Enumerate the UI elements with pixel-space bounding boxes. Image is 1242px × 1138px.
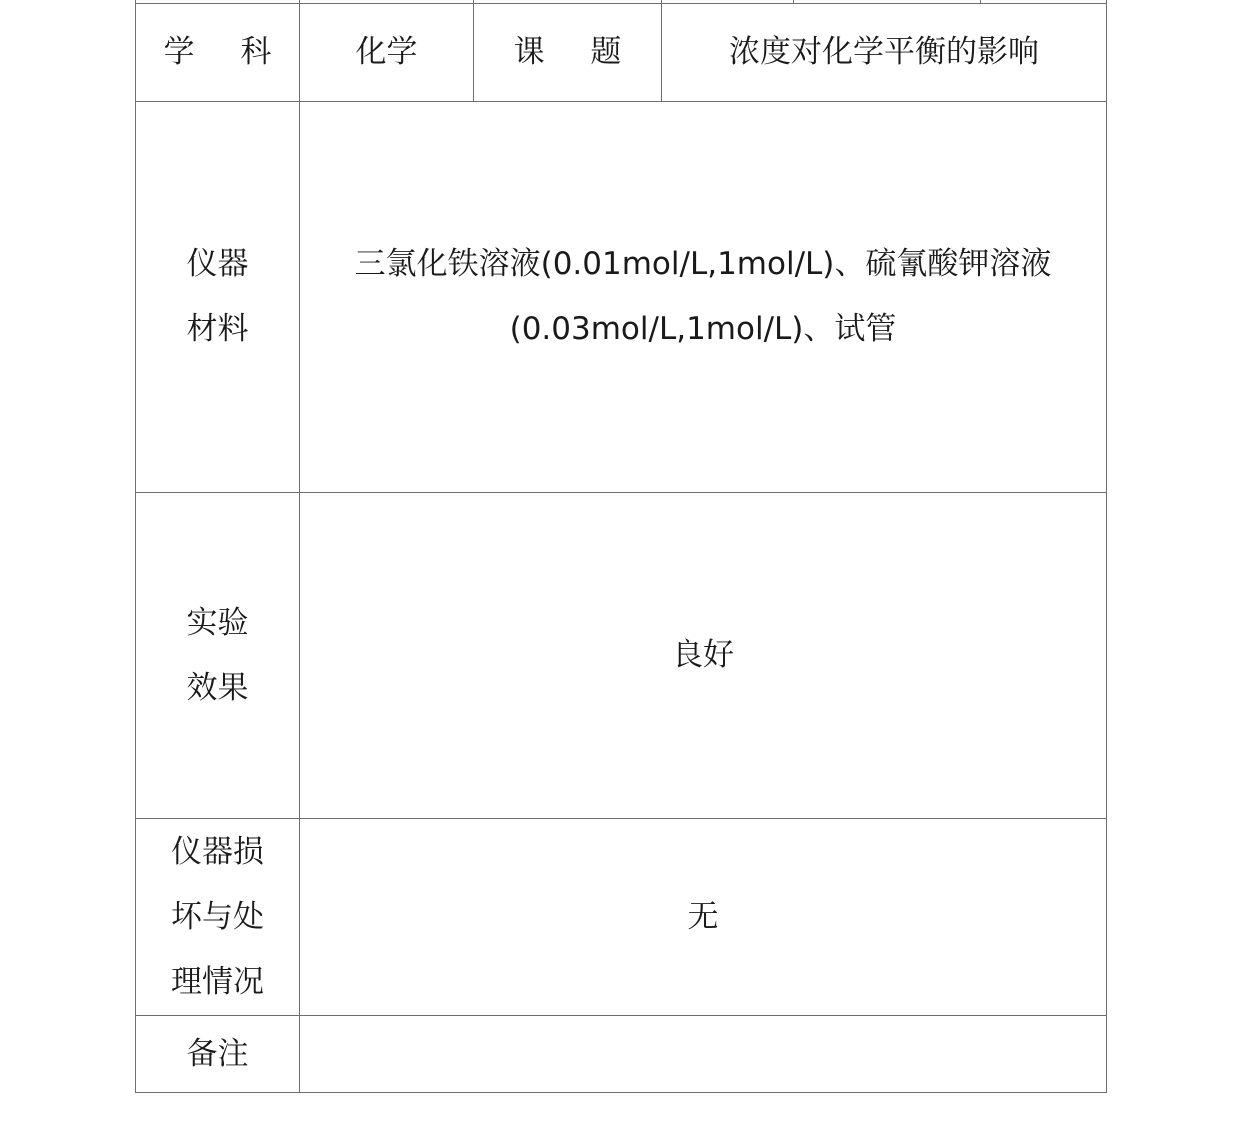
topic-value: 浓度对化学平衡的影响 (729, 34, 1039, 70)
topic-label: 课 题 (513, 34, 640, 70)
equipment-materials-value: 三氯化铁溶液(0.01mol/L,1mol/L)、硫氰酸钾溶液 (0.03mol/L,1mol/L)、试管 (354, 246, 1052, 347)
table-bottom-border (136, 1092, 1107, 1093)
remarks-value (300, 1016, 1106, 1092)
experiment-result-value: 良好 (672, 637, 734, 673)
table-right-border (1106, 0, 1107, 1093)
subject-label: 学 科 (163, 34, 290, 70)
equipment-materials-label: 仪器 材料 (186, 246, 249, 347)
remarks-label: 备注 (186, 1035, 249, 1072)
damage-handling-label: 仪器损 坏与处 理情况 (171, 833, 264, 1000)
damage-handling-value: 无 (687, 898, 719, 935)
subject-value: 化学 (355, 34, 418, 70)
experiment-result-label: 实验 效果 (186, 604, 249, 706)
